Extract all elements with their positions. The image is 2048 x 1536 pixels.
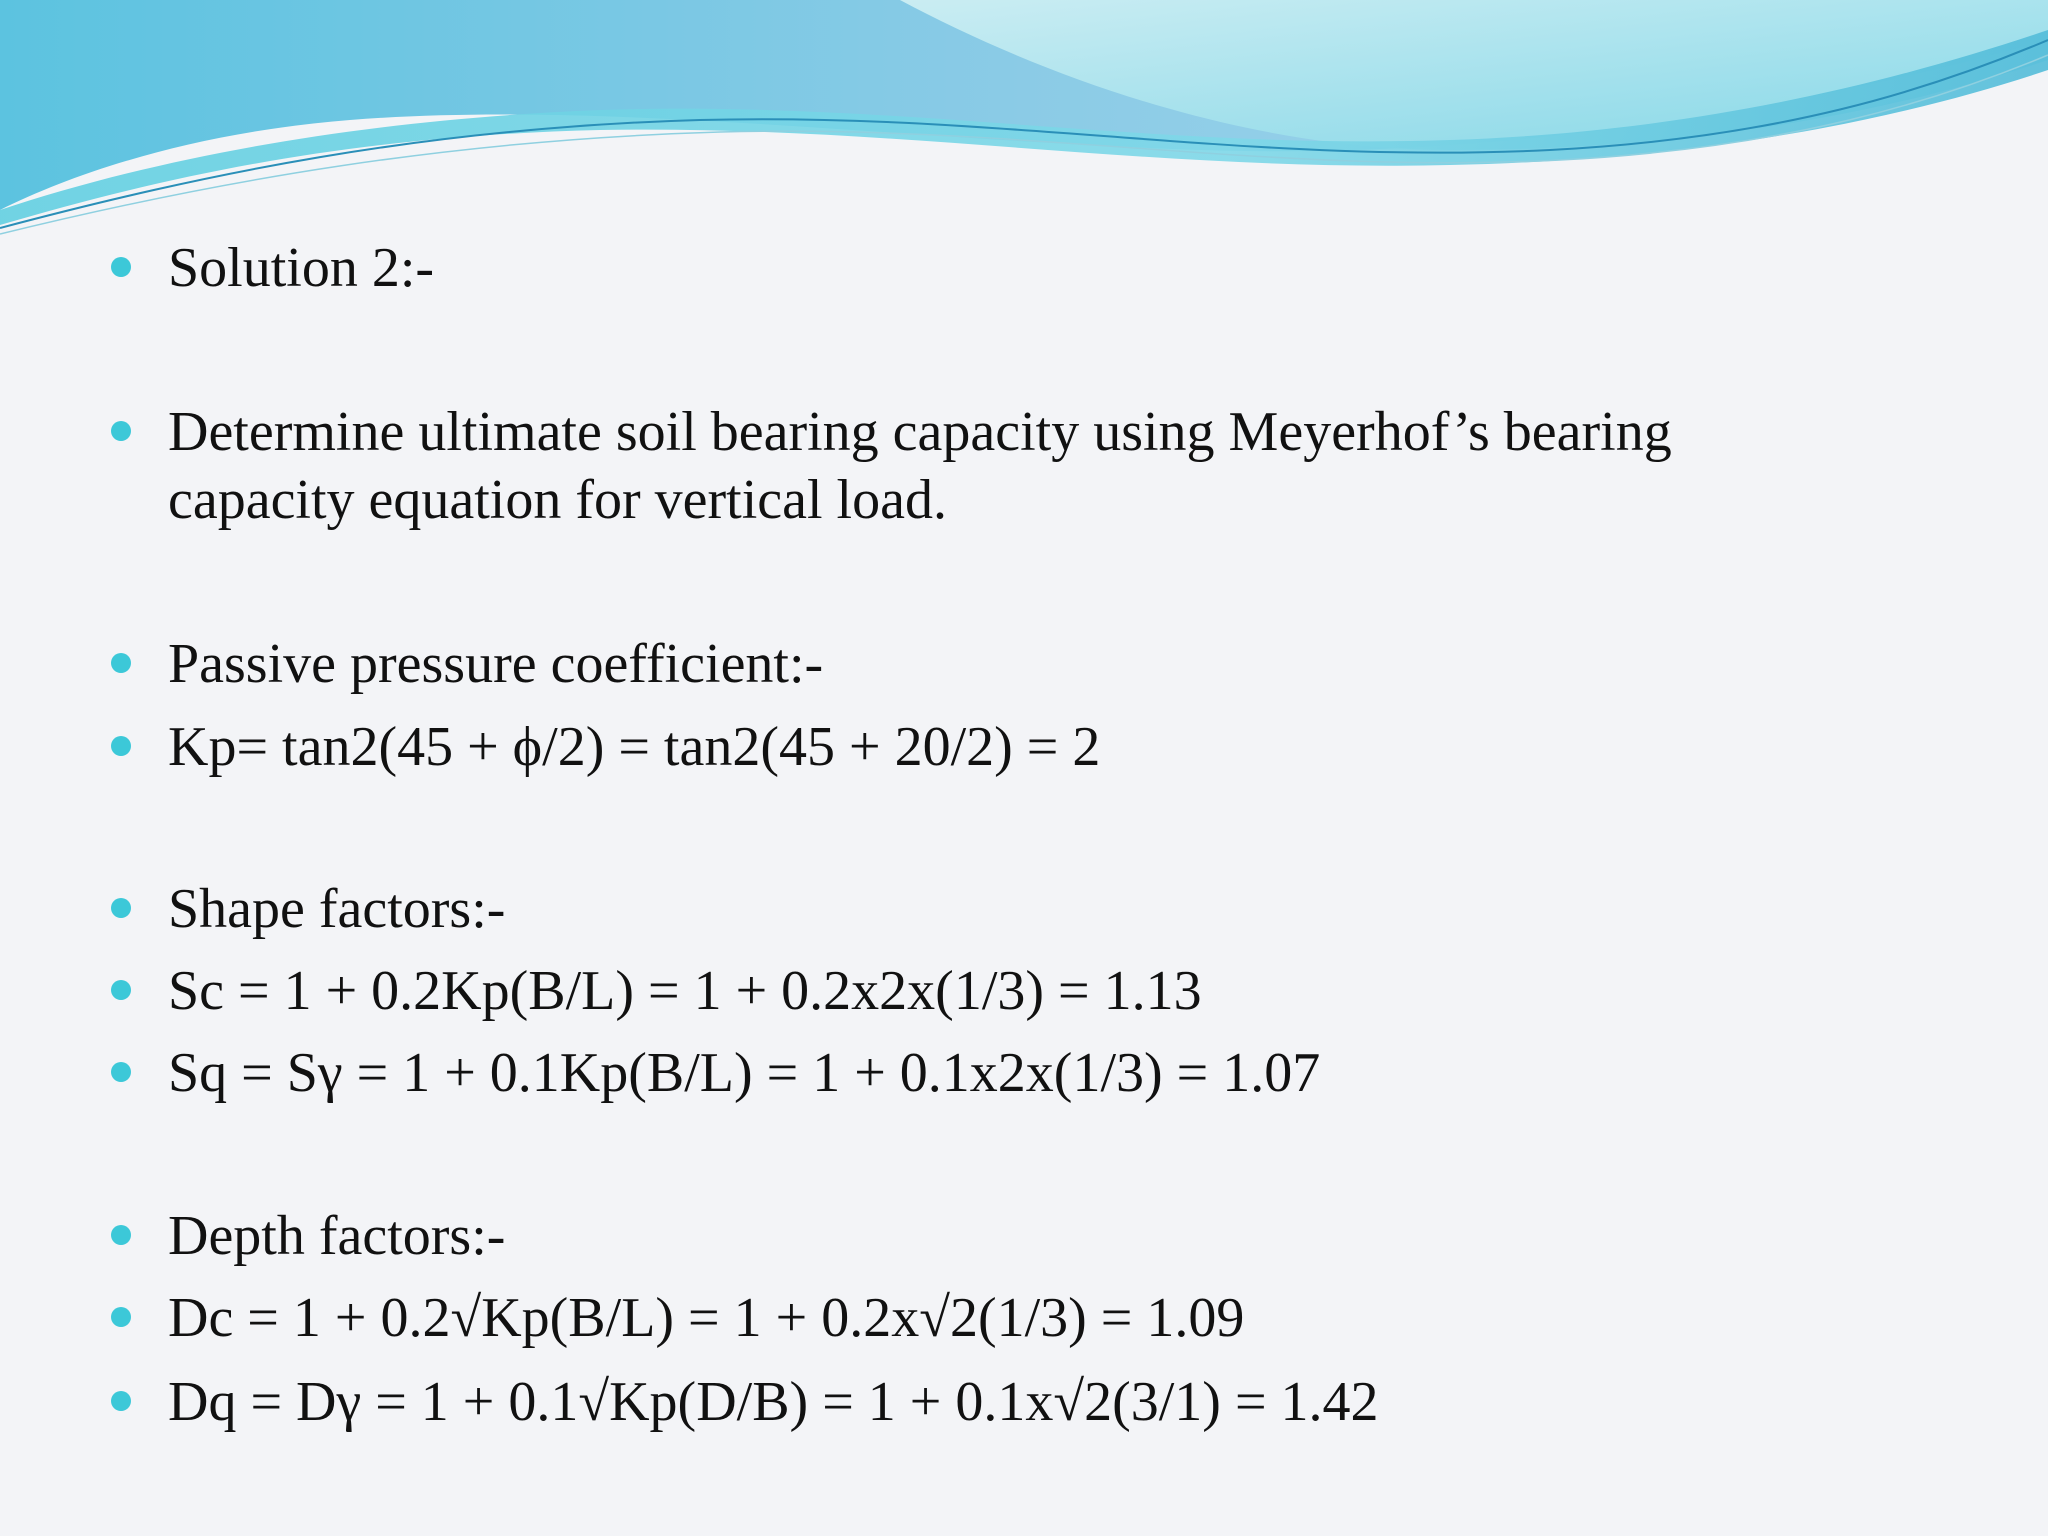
bullet-text: Dc = 1 + 0.2√Kp(B/L) = 1 + 0.2x√2(1/3) = 1.09 <box>168 1287 1245 1349</box>
bullet-dot-icon <box>111 736 131 756</box>
bullet-depth-factors-heading <box>0 1202 2048 1272</box>
bullet-text-line-2: capacity equation for vertical load. <box>168 469 947 531</box>
bullet-text: Passive pressure coefficient:- <box>168 633 824 695</box>
bullet-dot-icon <box>111 1225 131 1245</box>
bullet-dot-icon <box>111 1391 131 1411</box>
bullet-shape-factors-heading <box>0 875 2048 945</box>
bullet-dot-icon <box>111 898 131 918</box>
bullet-dot-icon <box>111 1062 131 1082</box>
bullet-dot-icon <box>111 257 131 277</box>
bullet-text: Sq = Sγ = 1 + 0.1Kp(B/L) = 1 + 0.1x2x(1/3) = 1.07 <box>168 1042 1321 1104</box>
bullet-dot-icon <box>111 980 131 1000</box>
bullet-solution-heading <box>0 234 2048 304</box>
bullet-text: Shape factors:- <box>168 878 506 940</box>
bullet-dq-equation <box>0 1368 2048 1438</box>
bullet-sq-equation <box>0 1039 2048 1109</box>
bullet-passive-pressure-heading <box>0 630 2048 700</box>
bullet-dot-icon <box>111 421 131 441</box>
bullet-text: Solution 2:- <box>168 237 435 299</box>
bullet-text-line-1: Determine ultimate soil bearing capacity using Meyerhof’s bearing <box>168 401 1672 463</box>
bullet-dc-equation <box>0 1284 2048 1354</box>
bullet-text: Depth factors:- <box>168 1205 506 1267</box>
bullet-text: Sc = 1 + 0.2Kp(B/L) = 1 + 0.2x2x(1/3) = 1.13 <box>168 960 1202 1022</box>
bullet-kp-equation <box>0 713 2048 783</box>
bullet-sc-equation <box>0 957 2048 1027</box>
bullet-text: Dq = Dγ = 1 + 0.1√Kp(D/B) = 1 + 0.1x√2(3/1) = 1.42 <box>168 1371 1379 1433</box>
bullet-dot-icon <box>111 1307 131 1327</box>
bullet-text: Kp= tan2(45 + ϕ/2) = tan2(45 + 20/2) = 2 <box>168 716 1101 778</box>
bullet-dot-icon <box>111 653 131 673</box>
bullet-determine-capacity <box>0 398 2048 534</box>
